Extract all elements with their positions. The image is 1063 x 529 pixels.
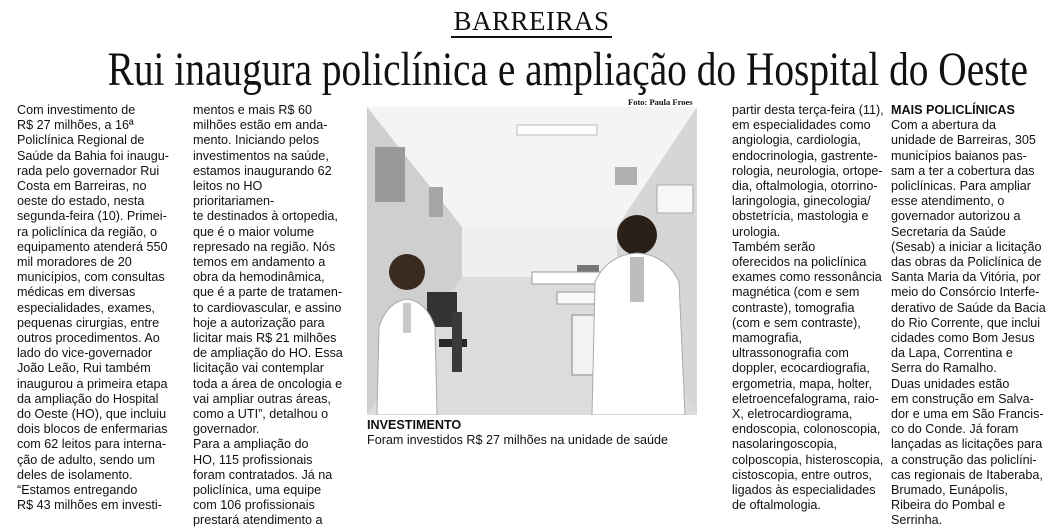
article-column-1 <box>17 103 169 513</box>
column-3-text: partir desta terça-feira (11), em especialidades como angiologia, cardiologia, endocrinologia, gastrente- rologia, neurologia, ortope- dia, oftalmologia, otorrino- laringologia, ginecologia/ obstetrícia, mastologia e urologia. Também serão oferecidos na policlínica exames como ressonância magnética (com e sem contraste), tomografia (com e sem contraste), mamografia, ultrassonografia com doppler, ecocardiografia, ergometria, mapa, holter, eletroencefalograma, raio- X, eletrocardiograma, endoscopia, colonoscopia, nasolaringoscopia, colposcopia, histeroscopia, cistoscopia, entre outros, ligados às especialidades de oftalmologia. <box>732 103 884 513</box>
hospital-corridor-illustration <box>367 107 697 415</box>
section-kicker: BARREIRAS <box>453 6 610 36</box>
article-photo <box>367 107 697 415</box>
subhead-mais-policlinicas: MAIS POLICLÍNICAS <box>891 103 1015 117</box>
photo-caption-title: INVESTIMENTO <box>367 418 462 432</box>
column-4-text: Com a abertura da unidade de Barreiras, 305 municípios baianos pas- sam a ter a cobertura das policlínicas. Para ampliar esse atendimento, o governador autorizou a Secretaria da Saúde (Sesab) a iniciar a licitação das obras da Policlínica de Santa Maria da Vitória, por meio do Consórcio Interfe- derativo de Saúde da Bacia do Rio Corrente, que inclui cidades como Bom Jesus da Lapa, Correntina e Serra do Ramalho. Duas unidades estão em construção em Salva- dor e uma em São Francis- co do Conde. Já foram lançadas as licitações para a construção das policlíni- cas regionais de Itaberaba, Brumado, Eunápolis, Ribeira do Pombal e Serrinha. <box>891 118 1046 528</box>
column-1-text: Com investimento de R$ 27 milhões, a 16ª Policlínica Regional de Saúde da Bahia foi inaugu- rada pelo governador Rui Costa em Barreiras, no oeste do estado, nesta segunda-feira (10). Primei- ra policlínica da região, o equipamento atenderá 550 mil moradores de 20 municípios, com consultas médicas em diversas especialidades, exames, pequenas cirurgias, entre outros procedimentos. Ao lado do vice-governador João Leão, Rui também inaugurou a primeira etapa da ampliação do Hospital do Oeste (HO), que incluiu dois blocos de enfermarias com 62 leitos para interna- ção de adulto, sendo um deles de isolamento. “Estamos entregando R$ 43 milhões em investi- <box>17 103 169 513</box>
headline: Rui inaugura policlínica e ampliação do Hospital do Oeste <box>107 43 1028 96</box>
article-column-3 <box>732 103 885 513</box>
photo-credit: Foto: Paula Froes <box>628 97 693 107</box>
column-2-text: mentos e mais R$ 60 milhões estão em anda- mento. Iniciando pelos investimentos na saúde, estamos inaugurando 62 leitos no HO prioritariamen- te destinados à ortopedia, que é o maior volume represado na região. Nós temos em andamento a obra da hemodinâmica, que é a parte de tratamen- to cardiovascular, e assino hoje a autorização para licitar mais R$ 21 milhões de ampliação do HO. Essa licitação vai contemplar toda a área de oncologia e vai ampliar outras áreas, como a UTI”, detalhou o governador. Para a ampliação do HO, 115 profissionais foram contratados. Já na policlínica, uma equipe com 106 profissionais prestará atendimento a <box>193 103 343 528</box>
photo-caption: Foram investidos R$ 27 milhões na unidade de saúde <box>367 433 669 447</box>
